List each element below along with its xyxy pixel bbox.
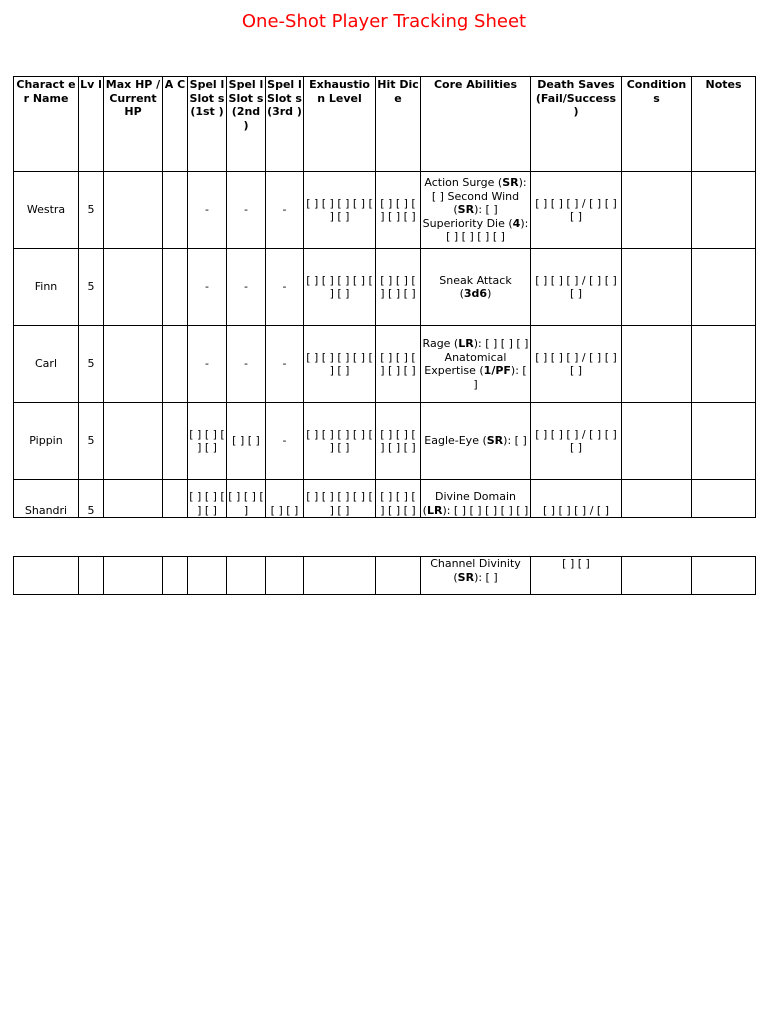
exhaustion-boxes[interactable] [304, 557, 376, 595]
death-saves-boxes[interactable]: [ ] [ ] [ ] / [ ] [ ] [ ] [531, 172, 622, 249]
table-row [14, 172, 756, 249]
slot-3[interactable]: - [266, 326, 304, 403]
notes-cell[interactable] [692, 557, 756, 595]
exhaustion-boxes[interactable]: [ ] [ ] [ ] [ ] [ ] [ ] [304, 172, 376, 249]
notes-cell[interactable] [692, 172, 756, 249]
ac-cell[interactable] [163, 480, 188, 518]
hit-dice-boxes[interactable] [376, 557, 421, 595]
col-header-conditions: Condition s [622, 77, 692, 172]
character-name: Shandri [14, 480, 79, 518]
table-row [14, 249, 756, 326]
level: 5 [79, 480, 104, 518]
conditions-cell[interactable] [622, 557, 692, 595]
ac-cell[interactable] [163, 557, 188, 595]
col-header-slot-1: Spel l Slot s (1st ) [188, 77, 227, 172]
col-header-core-abilities: Core Abilities [421, 77, 531, 172]
header-row [14, 77, 756, 172]
core-abilities[interactable]: Channel Divinity (SR): [ ] [421, 557, 531, 595]
col-header-character-name: Charact er Name [14, 77, 79, 172]
character-name: Pippin [14, 403, 79, 480]
slot-1[interactable]: [ ] [ ] [ ] [ ] [188, 403, 227, 480]
level: 5 [79, 326, 104, 403]
conditions-cell[interactable] [622, 480, 692, 518]
hp-cell[interactable] [104, 403, 163, 480]
col-header-slot-3: Spel l Slot s (3rd ) [266, 77, 304, 172]
conditions-cell[interactable] [622, 249, 692, 326]
core-abilities[interactable]: Sneak Attack (3d6) [421, 249, 531, 326]
slot-1[interactable]: - [188, 172, 227, 249]
hp-cell[interactable] [104, 480, 163, 518]
core-abilities[interactable]: Eagle-Eye (SR): [ ] [421, 403, 531, 480]
exhaustion-boxes[interactable]: [ ] [ ] [ ] [ ] [ ] [ ] [304, 249, 376, 326]
ac-cell[interactable] [163, 249, 188, 326]
notes-cell[interactable] [692, 326, 756, 403]
character-name [14, 557, 79, 595]
table-row [14, 326, 756, 403]
col-header-exhaustion: Exhaustio n Level [304, 77, 376, 172]
notes-cell[interactable] [692, 403, 756, 480]
col-header-slot-2: Spel l Slot s (2nd ) [227, 77, 266, 172]
death-saves-boxes[interactable]: [ ] [ ] [ ] / [ ] [ ] [ ] [531, 403, 622, 480]
slot-3[interactable]: [ ] [ ] [266, 480, 304, 518]
hit-dice-boxes[interactable]: [ ] [ ] [ ] [ ] [ ] [376, 326, 421, 403]
slot-1[interactable]: - [188, 326, 227, 403]
hp-cell[interactable] [104, 172, 163, 249]
core-abilities[interactable]: Action Surge (SR): [ ] Second Wind (SR): [ ] Superiority Die (4): [ ] [ ] [ ] [ ] [421, 172, 531, 249]
tracking-table [13, 76, 756, 518]
death-saves-boxes[interactable]: [ ] [ ] [ ] / [ ] [531, 480, 622, 518]
slot-3[interactable] [266, 557, 304, 595]
col-header-ac: A C [163, 77, 188, 172]
slot-1[interactable]: - [188, 249, 227, 326]
slot-2[interactable]: - [227, 172, 266, 249]
page-title: One-Shot Player Tracking Sheet [241, 11, 527, 32]
tracking-table-continued [13, 556, 756, 595]
ac-cell[interactable] [163, 172, 188, 249]
slot-1[interactable] [188, 557, 227, 595]
core-abilities[interactable]: Divine Domain (LR): [ ] [ ] [ ] [ ] [ ] [421, 480, 531, 518]
death-saves-boxes[interactable]: [ ] [ ] [ ] / [ ] [ ] [ ] [531, 249, 622, 326]
conditions-cell[interactable] [622, 326, 692, 403]
level: 5 [79, 172, 104, 249]
conditions-cell[interactable] [622, 403, 692, 480]
exhaustion-boxes[interactable]: [ ] [ ] [ ] [ ] [ ] [ ] [304, 326, 376, 403]
hp-cell[interactable] [104, 326, 163, 403]
death-saves-boxes[interactable]: [ ] [ ] [531, 557, 622, 595]
slot-2[interactable]: [ ] [ ] [227, 403, 266, 480]
notes-cell[interactable] [692, 249, 756, 326]
col-header-death-saves: Death Saves (Fail/Success ) [531, 77, 622, 172]
slot-2[interactable]: [ ] [ ] [ ] [227, 480, 266, 518]
hp-cell[interactable] [104, 249, 163, 326]
character-name: Westra [14, 172, 79, 249]
death-saves-boxes[interactable]: [ ] [ ] [ ] / [ ] [ ] [ ] [531, 326, 622, 403]
hit-dice-boxes[interactable]: [ ] [ ] [ ] [ ] [ ] [376, 403, 421, 480]
col-header-hp: Max HP / Current HP [104, 77, 163, 172]
exhaustion-boxes[interactable]: [ ] [ ] [ ] [ ] [ ] [ ] [304, 403, 376, 480]
slot-1[interactable]: [ ] [ ] [ ] [ ] [188, 480, 227, 518]
col-header-hit-dice: Hit Dice [376, 77, 421, 172]
table-row-shandri-continued [14, 557, 756, 595]
slot-3[interactable]: - [266, 172, 304, 249]
core-abilities[interactable]: Rage (LR): [ ] [ ] [ ] Anatomical Expertise (1/PF): [ ] [421, 326, 531, 403]
exhaustion-boxes[interactable]: [ ] [ ] [ ] [ ] [ ] [ ] [304, 480, 376, 518]
hit-dice-boxes[interactable]: [ ] [ ] [ ] [ ] [ ] [376, 172, 421, 249]
ac-cell[interactable] [163, 403, 188, 480]
slot-2[interactable] [227, 557, 266, 595]
col-header-notes: Notes [692, 77, 756, 172]
hit-dice-boxes[interactable]: [ ] [ ] [ ] [ ] [ ] [376, 249, 421, 326]
conditions-cell[interactable] [622, 172, 692, 249]
slot-2[interactable]: - [227, 326, 266, 403]
table-row [14, 403, 756, 480]
notes-cell[interactable] [692, 480, 756, 518]
table-row-shandri [14, 480, 756, 518]
hp-cell[interactable] [104, 557, 163, 595]
slot-3[interactable]: - [266, 403, 304, 480]
slot-3[interactable]: - [266, 249, 304, 326]
character-name: Carl [14, 326, 79, 403]
level: 5 [79, 403, 104, 480]
level [79, 557, 104, 595]
hit-dice-boxes[interactable]: [ ] [ ] [ ] [ ] [ ] [376, 480, 421, 518]
level: 5 [79, 249, 104, 326]
character-name: Finn [14, 249, 79, 326]
ac-cell[interactable] [163, 326, 188, 403]
slot-2[interactable]: - [227, 249, 266, 326]
col-header-level: Lv l [79, 77, 104, 172]
